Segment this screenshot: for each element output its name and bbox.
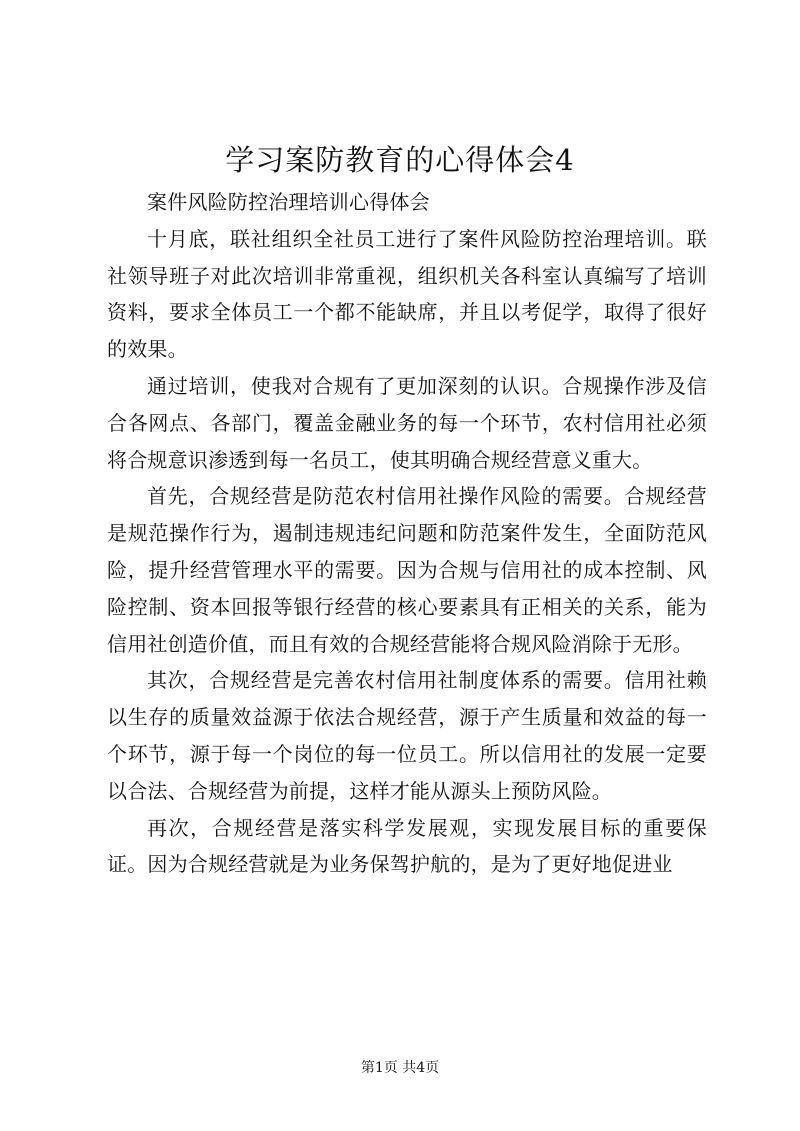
paragraph-5: 再次，合规经营是落实科学发展观，实现发展目标的重要保证。因为合规经营就是为业务保驾护航的，是为了更好地促进业 bbox=[107, 815, 707, 877]
document-body bbox=[107, 184, 707, 883]
paragraph-subtitle: 案件风险防控治理培训心得体会 bbox=[147, 190, 430, 214]
paragraph-1: 十月底，联社组织全社员工进行了案件风险防控治理培训。联社领导班子对此次培训非常重视，组织机关各科室认真编写了培训资料，要求全体员工一个都不能缺席，并且以考促学，取得了很好的效果。 bbox=[107, 226, 707, 362]
document-title: 学习案防教育的心得体会4 bbox=[225, 143, 575, 177]
page-footer: 第1页 共4页 bbox=[360, 1060, 440, 1076]
paragraph-4: 其次，合规经营是完善农村信用社制度体系的需要。信用社赖以生存的质量效益源于依法合规经营，源于产生质量和效益的每一个环节，源于每一个岗位的每一位员工。所以信用社的发展一定要以合法、合规经营为前提，这样才能从源头上预防风险。 bbox=[107, 668, 707, 803]
paragraph-3: 首先，合规经营是防范农村信用社操作风险的需要。合规经营是规范操作行为，遏制违规违纪问题和防范案件发生，全面防范风险，提升经营管理水平的需要。因为合规与信用社的成本控制、风险控制、资本回报等银行经营的核心要素具有正相关的关系，能为信用社创造价值，而且有效的合规经营能将合规风险消除于无形。 bbox=[107, 484, 707, 656]
paragraph-2: 通过培训，使我对合规有了更加深刻的认识。合规操作涉及信合各网点、各部门，覆盖金融业务的每一个环节，农村信用社必须将合规意识渗透到每一名员工，使其明确合规经营意义重大。 bbox=[107, 373, 707, 472]
